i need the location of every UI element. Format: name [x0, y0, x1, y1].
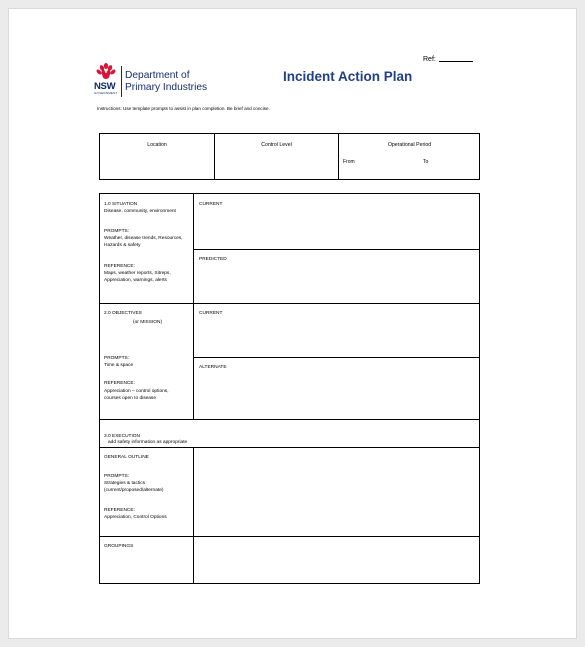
execution-heading: 3.0 EXECUTION [104, 433, 140, 439]
situation-prompts-label: PROMPTS: [104, 229, 130, 234]
objectives-mission: (or MISSION) [133, 320, 163, 325]
situation-reference-text: Maps, weather reports, Sitreps, Appreciation, warnings, alerts [104, 271, 171, 283]
header-table-divider [338, 134, 339, 179]
objectives-prompts-label: PROMPTS: [104, 356, 130, 361]
nsw-dpi-logo [94, 63, 234, 101]
execution-row [104, 427, 187, 447]
general-outline-heading: GENERAL OUTLINE [104, 455, 149, 460]
logo-government-text: GOVERNMENT [94, 91, 118, 95]
situation-subtitle: Disease, community, environment [104, 209, 176, 214]
situation-heading: 1.0 SITUATION [104, 202, 138, 207]
objectives-heading: 2.0 OBJECTIVES [104, 311, 142, 316]
control-level-header: Control Level [261, 142, 292, 148]
general-outline-prompts-text: Strategies & tactics (current/proposed/alternate) [104, 481, 164, 493]
execution-note: add safety information as appropriate [108, 440, 188, 446]
logo-divider [121, 66, 122, 97]
row-divider [100, 419, 479, 420]
ref-line [439, 61, 473, 62]
from-label: From [343, 159, 355, 165]
objectives-alternate-label: ALTERNATE [199, 365, 227, 370]
row-divider [100, 303, 479, 304]
row-divider [194, 249, 479, 250]
general-outline-reference-label: REFERENCE: [104, 508, 135, 513]
row-divider [100, 447, 479, 448]
general-outline-reference-text: Appreciation, Control Options [104, 515, 167, 520]
general-outline-prompts-label: PROMPTS: [104, 474, 130, 479]
operational-period-header: Operational Period [387, 142, 432, 148]
logo-department-text: Department of Primary Industries [125, 70, 208, 93]
waratah-icon [94, 63, 118, 81]
column-divider [193, 447, 194, 583]
column-divider [193, 194, 194, 420]
objectives-reference-label: REFERENCE: [104, 381, 135, 386]
situation-reference-label: REFERENCE: [104, 264, 135, 269]
location-header: Location [147, 142, 167, 148]
objectives-current-label: CURRENT [199, 311, 223, 316]
objectives-reference-text: Appreciation – control options, courses open to disease [104, 389, 169, 401]
row-divider [100, 536, 479, 537]
logo-nsw-text: NSW [94, 81, 116, 92]
ref-field [423, 56, 473, 63]
ref-label: Ref: [423, 56, 436, 63]
header-table [99, 133, 480, 180]
groupings-heading: GROUPINGS [104, 544, 134, 549]
situation-predicted-label: PREDICTED [199, 257, 227, 262]
situation-current-label: CURRENT [199, 202, 223, 207]
row-divider [194, 357, 479, 358]
page-title: Incident Action Plan [283, 69, 413, 84]
header-table-divider [214, 134, 215, 179]
instructions-text: Instructions: Use template prompts to assist in plan completion. Be brief and concise. [97, 106, 270, 111]
objectives-prompts-text: Time & space [104, 363, 134, 368]
situation-prompts-text: Weather, disease trends, Resources, Hazards & safety [104, 236, 183, 248]
to-label: To [423, 159, 429, 165]
action-plan-table [99, 193, 480, 584]
